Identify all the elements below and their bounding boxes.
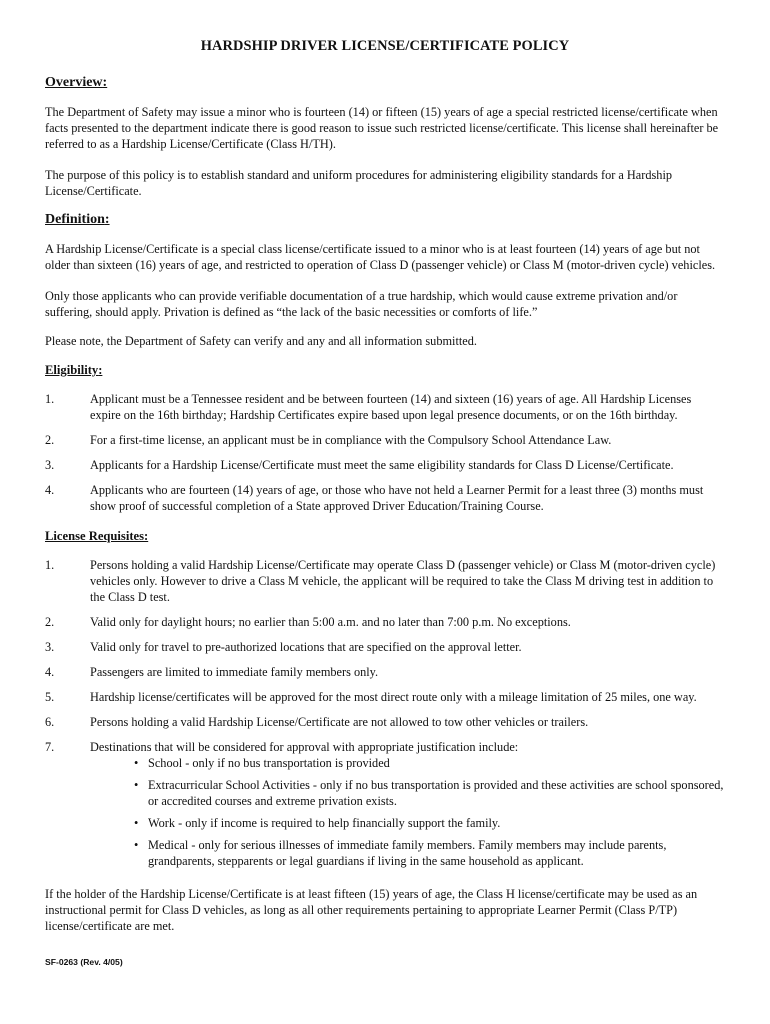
- definition-paragraph-1: A Hardship License/Certificate is a special class license/certificate issued to a minor who is at least fourteen (14) years of age but not older than sixteen (16) years of age, and restricted to operation of Class D (passenger vehicle) or Class M (motor-driven cycle) vehicles.: [45, 242, 716, 272]
- destination-item: [134, 777, 725, 809]
- item-number: 6.: [45, 715, 55, 729]
- item-number: 1.: [45, 392, 55, 406]
- eligibility-item: [45, 482, 725, 514]
- item-number: 4.: [45, 483, 55, 497]
- bullet-icon: •: [134, 816, 139, 830]
- item-text: Passengers are limited to immediate family members only.: [90, 665, 379, 679]
- item-text: Persons holding a valid Hardship License/Certificate are not allowed to tow other vehicles or trailers.: [90, 715, 589, 729]
- requisite-item: [45, 614, 725, 630]
- eligibility-heading: Eligibility:: [45, 363, 103, 377]
- item-text: For a first-time license, an applicant must be in compliance with the Compulsory School Attendance Law.: [90, 433, 612, 447]
- requisites-list: [45, 557, 725, 869]
- bullet-icon: •: [134, 838, 139, 852]
- bullet-icon: •: [134, 778, 139, 792]
- destination-text: Medical - only for serious illnesses of immediate family members. Family members may include parents, grandparents, stepparents or legal guardians if living in the same household as applicant.: [148, 838, 667, 868]
- item-number: 1.: [45, 558, 55, 572]
- item-number: 3.: [45, 458, 55, 472]
- requisite-item: [45, 689, 725, 705]
- definition-heading: Definition:: [45, 212, 110, 227]
- requisite-item: [45, 714, 725, 730]
- item-text: Persons holding a valid Hardship License/Certificate may operate Class D (passenger vehicle) or Class M (motor-driven cycle) vehicles only. However to drive a Class M vehicle, the applicant will be required to take the Class M driving test in addition to the Class D test.: [90, 558, 716, 604]
- requisite-item: [45, 639, 725, 655]
- closing-paragraph: If the holder of the Hardship License/Certificate is at least fifteen (15) years of age, the Class H license/certificate may be used as an instructional permit for Class D vehicles, as long as all other requirements pertaining to appropriate Learner Permit (Class P/TP) license/certificate are met.: [45, 887, 698, 933]
- item-number: 5.: [45, 690, 55, 704]
- destination-item: [134, 837, 725, 869]
- item-text: Applicants who are fourteen (14) years of age, or those who have not held a Learner Permit for a least three (3) months must show proof of successful completion of a State approved Driver Education/Training Course.: [90, 483, 704, 513]
- item-text: Destinations that will be considered for approval with appropriate justification include: • School - only if no bus transportation is provided • Extracurricular School Activities - only if no bus transportation is provided and these activities are school sponsored, or accredited courses and extreme privation exists. • Work - only if income is required to help financially support the family. • Medical - only for serious illnesses of immediate family members. Family members may include parents, grandparents, stepparents or legal guardians if living in the same household as applicant.: [90, 740, 724, 868]
- item-number: 4.: [45, 665, 55, 679]
- definition-paragraph-2: Only those applicants who can provide verifiable documentation of a true hardship, which would cause extreme privation and/or suffering, should apply. Privation is defined as “the lack of the basic necessities or comforts of life.”: [45, 289, 678, 319]
- item-text: Applicants for a Hardship License/Certificate must meet the same eligibility standards for Class D License/Certificate.: [90, 458, 674, 472]
- overview-paragraph-1: The Department of Safety may issue a minor who is fourteen (14) or fifteen (15) years of age a special restricted license/certificate when facts presented to the department indicate there is good reason to issue such restricted license/certificate. This license shall hereinafter be referred to as a Hardship License/Certificate (Class H/TH).: [45, 105, 719, 151]
- requisite-item: [45, 664, 725, 680]
- eligibility-item: [45, 391, 725, 423]
- destination-item: [134, 755, 725, 771]
- item-number: 2.: [45, 615, 55, 629]
- destination-item: [134, 815, 725, 831]
- destinations-list: [134, 755, 725, 869]
- item-number: 2.: [45, 433, 55, 447]
- item-text: Applicant must be a Tennessee resident and be between fourteen (14) and sixteen (16) years of age. All Hardship Licenses expire on the 16th birthday; Hardship Certificates expire based upon legal presence documents, or on the 16th birthday.: [90, 392, 692, 422]
- overview-heading: Overview:: [45, 75, 108, 90]
- destination-text: School - only if no bus transportation is provided: [148, 756, 390, 770]
- license-requisites-heading: License Requisites:: [45, 529, 149, 543]
- item-number: 3.: [45, 640, 55, 654]
- bullet-icon: •: [134, 756, 139, 770]
- item-text: Hardship license/certificates will be approved for the most direct route only with a mileage limitation of 25 miles, one way.: [90, 690, 697, 704]
- overview-paragraph-2: The purpose of this policy is to establish standard and uniform procedures for administering eligibility standards for a Hardship License/Certificate.: [45, 168, 673, 198]
- item-text: Valid only for travel to pre-authorized locations that are specified on the approval letter.: [90, 640, 522, 654]
- document-page: [45, 38, 725, 970]
- requisite-item: [45, 739, 725, 869]
- destination-text: Work - only if income is required to help financially support the family.: [148, 816, 501, 830]
- eligibility-item: [45, 457, 725, 473]
- destination-text: Extracurricular School Activities - only if no bus transportation is provided and these activities are school sponsored, or accredited courses and extreme privation exists.: [148, 778, 724, 808]
- item-number: 7.: [45, 740, 55, 754]
- item-text: Valid only for daylight hours; no earlier than 5:00 a.m. and no later than 7:00 p.m. No exceptions.: [90, 615, 571, 629]
- form-number: SF-0263 (Rev. 4/05): [45, 957, 123, 967]
- page-title: HARDSHIP DRIVER LICENSE/CERTIFICATE POLICY: [200, 38, 570, 54]
- definition-paragraph-3: Please note, the Department of Safety can verify and any and all information submitted.: [45, 334, 477, 348]
- requisite-item: [45, 557, 725, 605]
- eligibility-list: [45, 391, 725, 514]
- eligibility-item: [45, 432, 725, 448]
